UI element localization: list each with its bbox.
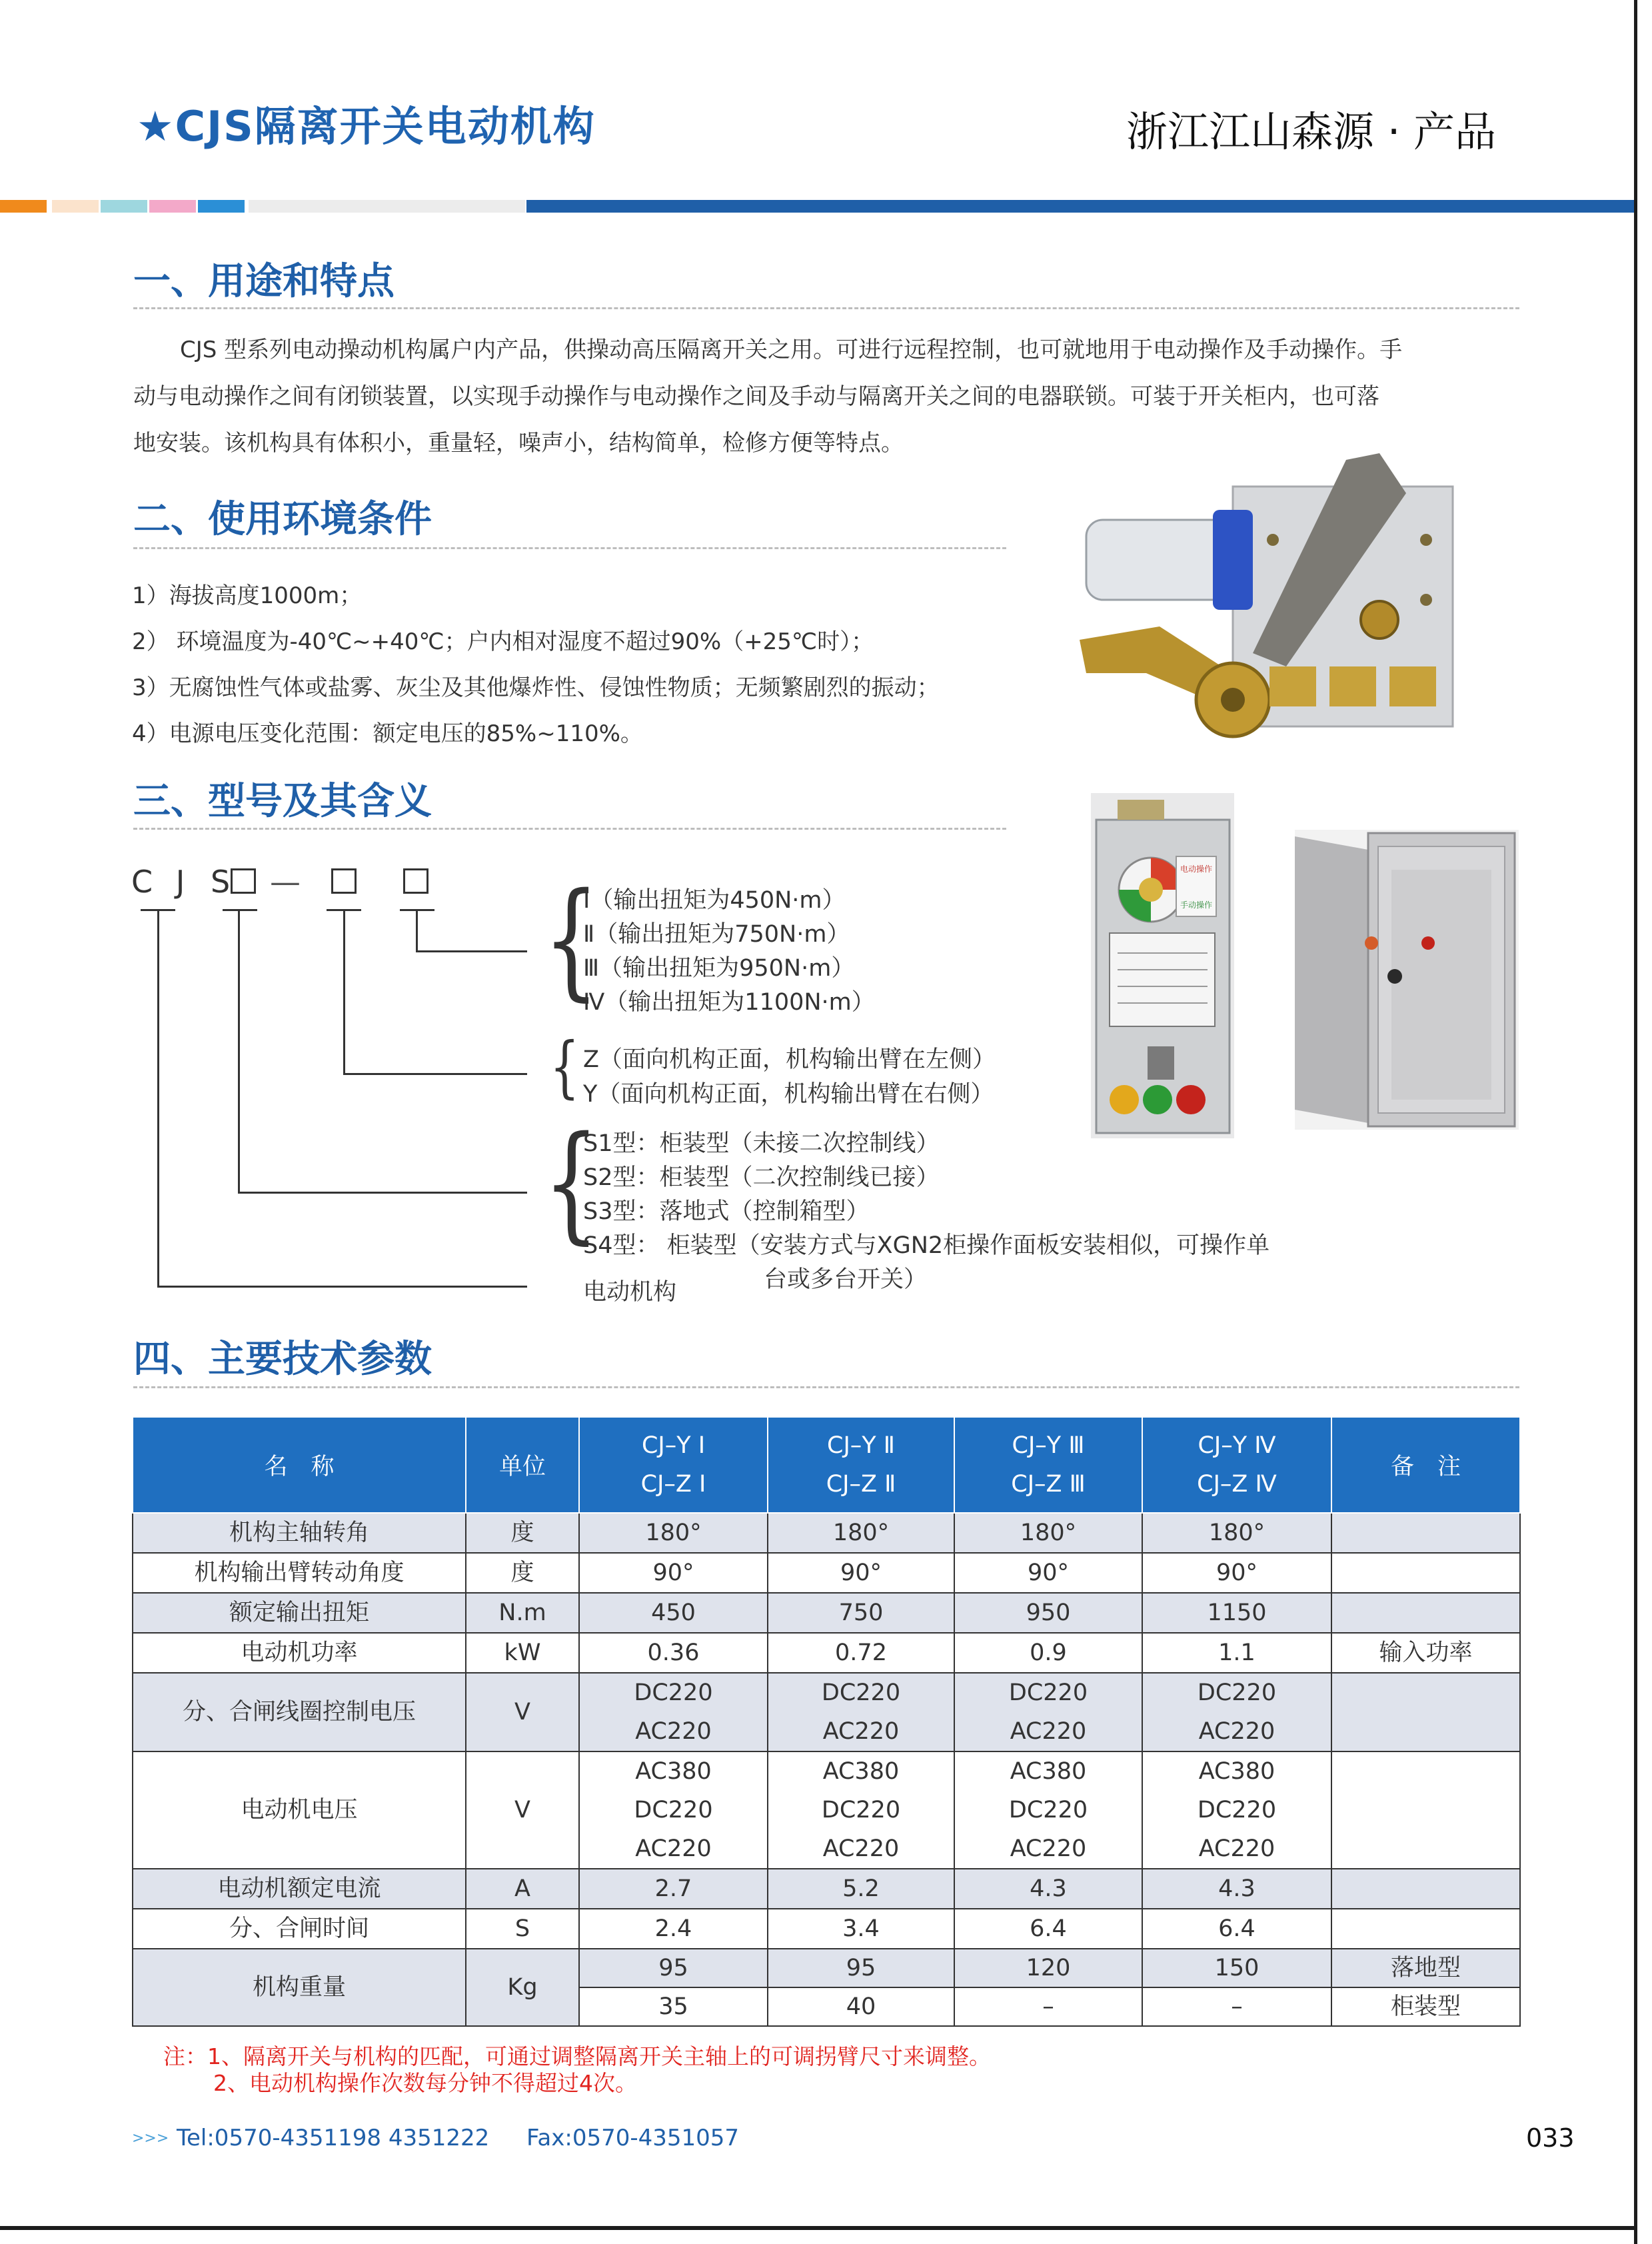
connector-line (238, 909, 240, 1194)
install-option-s1: S1型：柜装型（未接二次控制线） (583, 1130, 940, 1157)
row-value-cell (768, 1869, 954, 1909)
section-title-specs: 四、主要技术参数 (133, 1338, 432, 1381)
row-remark-cell (1331, 1553, 1520, 1593)
header-model-4: CJ–Y Ⅳ CJ–Z Ⅳ (1142, 1417, 1331, 1513)
row-value-cell: 120 (954, 1949, 1142, 1987)
cell-value: 6.4 (1030, 1915, 1067, 1942)
section-divider (133, 828, 1006, 830)
cell-value: DC220 (634, 1797, 713, 1823)
header-unit: 单位 (466, 1417, 579, 1513)
install-option-s3: S3型：落地式（控制箱型） (583, 1198, 870, 1225)
row-remark-cell: 柜装型 (1331, 1987, 1520, 2026)
row-name-cell: 电动机电压 (133, 1751, 466, 1869)
brace-direction: { (550, 1028, 580, 1106)
row-unit-cell: V (466, 1673, 579, 1751)
row-value-cell (1142, 1553, 1331, 1593)
header-remark: 备 注 (1331, 1417, 1520, 1513)
row-name-cell: 机构输出臂转动角度 (133, 1553, 466, 1593)
row-value-cell (954, 1553, 1142, 1593)
section-divider (133, 547, 1006, 549)
torque-option-2: Ⅱ（输出扭矩为750N·m） (583, 921, 850, 948)
header-model-3: CJ–Y Ⅲ CJ–Z Ⅲ (954, 1417, 1142, 1513)
table-row (133, 1949, 1520, 1987)
note-2: 2、电动机构操作次数每分钟不得超过4次。 (213, 2070, 637, 2096)
cell-value: 0.9 (1030, 1640, 1067, 1666)
install-option-s4: S4型： 柜装型（安装方式与XGN2柜操作面板安装相似，可操作单 (583, 1232, 1270, 1259)
row-value-cell (579, 1633, 768, 1673)
install-option-s4-cont: 台或多台开关） (764, 1266, 928, 1293)
cell-value: 950 (1026, 1600, 1071, 1626)
cell-value: AC380 (1010, 1758, 1087, 1785)
env-item-2: 2） 环境温度为-40℃~+40℃；户内相对湿度不超过90%（+25℃时）； (132, 628, 874, 655)
row-value-cell (954, 1751, 1142, 1869)
panel-label-manual: 手动操作 (1180, 900, 1213, 910)
connector-line (157, 909, 159, 1288)
env-item-1: 1）海拔高度1000m； (132, 582, 363, 609)
cell-value: 750 (838, 1600, 884, 1626)
cell-value: DC220 (1008, 1680, 1088, 1706)
row-value-cell: – (954, 1987, 1142, 2026)
header-stripe-peach (52, 200, 99, 213)
row-name-cell: 机构主轴转角 (133, 1513, 466, 1553)
row-value-cell (579, 1513, 768, 1553)
product-photo-cabinet (1295, 830, 1519, 1130)
cell-value: AC220 (1198, 1718, 1275, 1745)
cell-value: DC220 (1197, 1797, 1277, 1823)
row-value-cell (1142, 1909, 1331, 1949)
row-remark-cell: 输入功率 (1331, 1633, 1520, 1673)
table-row (133, 1869, 1520, 1909)
connector-line (416, 950, 527, 952)
cell-value: AC220 (1010, 1718, 1087, 1745)
mechanism-label: 电动机构 (583, 1279, 677, 1306)
cell-value: AC380 (822, 1758, 900, 1785)
table-row (133, 1751, 1520, 1869)
cell-value: DC220 (1008, 1797, 1088, 1823)
cell-value: AC380 (635, 1758, 712, 1785)
row-value-cell (768, 1909, 954, 1949)
header-stripe-orange (0, 200, 47, 213)
cell-value: 180° (832, 1520, 890, 1546)
row-remark-cell (1331, 1751, 1520, 1869)
row-unit-cell: A (466, 1869, 579, 1909)
connector-line (238, 1192, 527, 1194)
row-value-cell: 40 (768, 1987, 954, 2026)
row-name-cell: 机构重量 (133, 1949, 466, 2026)
cell-value: DC220 (1197, 1680, 1277, 1706)
row-name-cell: 电动机功率 (133, 1633, 466, 1673)
cell-value: 5.2 (842, 1875, 880, 1902)
panel-label-electric: 电动操作 (1180, 864, 1213, 874)
direction-option-z: Z（面向机构正面，机构输出臂在左侧） (583, 1046, 996, 1073)
cell-value: 180° (645, 1520, 702, 1546)
row-name-cell: 分、合闸时间 (133, 1909, 466, 1949)
brace-install: { (543, 1109, 600, 1256)
row-value-cell (768, 1751, 954, 1869)
cell-value: 1.1 (1218, 1640, 1255, 1666)
cell-value: 180° (1020, 1520, 1077, 1546)
row-value-cell (1142, 1869, 1331, 1909)
row-value-cell (1142, 1751, 1331, 1869)
env-item-4: 4）电源电压变化范围：额定电压的85%~110%。 (132, 720, 643, 747)
row-unit-cell: S (466, 1909, 579, 1949)
row-value-cell (954, 1869, 1142, 1909)
row-unit-cell: kW (466, 1633, 579, 1673)
connector-line (157, 1286, 527, 1288)
cell-value: AC220 (1198, 1835, 1275, 1862)
header-stripe-pink (149, 200, 196, 213)
row-value-cell: 35 (579, 1987, 768, 2026)
cell-value: AC220 (635, 1835, 712, 1862)
usage-line-3: 地安装。该机构具有体积小，重量轻，噪声小，结构简单，检修方便等特点。 (133, 430, 904, 457)
cell-value: AC220 (822, 1718, 900, 1745)
header-name: 名 称 (133, 1417, 466, 1513)
row-remark-cell (1331, 1513, 1520, 1553)
cell-value: 450 (651, 1600, 696, 1626)
section-divider (133, 1386, 1519, 1388)
row-value-cell: 95 (768, 1949, 954, 1987)
row-name-cell: 电动机额定电流 (133, 1869, 466, 1909)
cell-value: 0.72 (835, 1640, 887, 1666)
cell-value: 4.3 (1218, 1875, 1255, 1902)
row-unit-cell: 度 (466, 1553, 579, 1593)
cell-value: DC220 (634, 1680, 713, 1706)
row-value-cell (1142, 1673, 1331, 1751)
row-value-cell (954, 1673, 1142, 1751)
table-row (133, 1513, 1520, 1553)
cell-value: 90° (652, 1560, 694, 1586)
model-code-cj: C J (131, 864, 192, 900)
connector-line (343, 1073, 527, 1075)
connector-line (416, 909, 418, 952)
row-remark-cell (1331, 1869, 1520, 1909)
row-unit-cell: Kg (466, 1949, 579, 2026)
page-border-bottom (0, 2226, 1637, 2230)
row-remark-cell (1331, 1909, 1520, 1949)
connector-line (223, 909, 257, 911)
row-value-cell (579, 1673, 768, 1751)
cell-value: AC220 (822, 1835, 900, 1862)
page-title: ★CJS隔离开关电动机构 (137, 102, 596, 151)
row-value-cell: 95 (579, 1949, 768, 1987)
cell-value: 90° (840, 1560, 882, 1586)
row-remark-cell: 落地型 (1331, 1949, 1520, 1987)
table-header-row (133, 1417, 1520, 1513)
section-divider (133, 307, 1519, 309)
env-item-3: 3）无腐蚀性气体或盐雾、灰尘及其他爆炸性、侵蚀性物质；无频繁剧烈的振动； (132, 674, 940, 701)
cell-value: DC220 (821, 1680, 901, 1706)
row-value-cell (768, 1673, 954, 1751)
row-value-cell (954, 1593, 1142, 1633)
cell-value: AC220 (1010, 1835, 1087, 1862)
cell-value: 2.7 (654, 1875, 692, 1902)
row-unit-cell: N.m (466, 1593, 579, 1633)
row-remark-cell (1331, 1673, 1520, 1751)
row-value-cell (579, 1751, 768, 1869)
cell-value: 90° (1027, 1560, 1070, 1586)
cell-value: 4.3 (1030, 1875, 1067, 1902)
section-title-environment: 二、使用环境条件 (133, 498, 432, 541)
spec-table (132, 1416, 1521, 2027)
row-value-cell (1142, 1633, 1331, 1673)
row-value-cell (579, 1553, 768, 1593)
page-number: 033 (1526, 2123, 1575, 2153)
row-value-cell (954, 1909, 1142, 1949)
header-stripe-gray (249, 200, 525, 213)
row-value-cell (1142, 1593, 1331, 1633)
model-code-box-install (231, 868, 256, 894)
cell-value: 1150 (1207, 1600, 1267, 1626)
table-row (133, 1673, 1520, 1751)
install-option-s2: S2型：柜装型（二次控制线已接） (583, 1164, 940, 1191)
cell-value: 180° (1208, 1520, 1265, 1546)
footer-fax: Fax:0570-4351057 (526, 2125, 740, 2151)
row-value-cell (1142, 1513, 1331, 1553)
row-value-cell (954, 1633, 1142, 1673)
row-value-cell (579, 1593, 768, 1633)
product-photo-mechanism (1066, 440, 1466, 746)
brace-torque: { (543, 866, 600, 1013)
row-value-cell (768, 1593, 954, 1633)
page-border-right (1634, 0, 1637, 2244)
table-row (133, 1553, 1520, 1593)
header-model-1: CJ–Y Ⅰ CJ–Z Ⅰ (579, 1417, 768, 1513)
usage-line-2: 动与电动操作之间有闭锁装置，以实现手动操作与电动操作之间及手动与隔离开关之间的电器联锁。可装于开关柜内，也可落 (133, 383, 1379, 410)
cell-value: 2.4 (654, 1915, 692, 1942)
connector-line (343, 909, 345, 1075)
row-unit-cell: V (466, 1751, 579, 1869)
product-photo-control-box (1091, 793, 1234, 1138)
row-name-cell: 分、合闸线圈控制电压 (133, 1673, 466, 1751)
cell-value: DC220 (821, 1797, 901, 1823)
cell-value: 0.36 (647, 1640, 700, 1666)
table-row (133, 1909, 1520, 1949)
cell-value: 90° (1216, 1560, 1258, 1586)
cell-value: AC220 (635, 1718, 712, 1745)
torque-option-3: Ⅲ（输出扭矩为950N·m） (583, 955, 855, 982)
section-title-model: 三、型号及其含义 (133, 780, 432, 823)
row-value-cell (768, 1513, 954, 1553)
cell-value: 6.4 (1218, 1915, 1255, 1942)
footer-arrow-icon: >>> (132, 2130, 169, 2147)
section-title-usage: 一、用途和特点 (133, 260, 395, 303)
row-name-cell: 额定输出扭矩 (133, 1593, 466, 1633)
header-model-2: CJ–Y Ⅱ CJ–Z Ⅱ (768, 1417, 954, 1513)
header-stripe-teal (101, 200, 147, 213)
torque-option-4: Ⅳ（输出扭矩为1100N·m） (583, 989, 875, 1016)
cell-value: AC380 (1198, 1758, 1275, 1785)
row-value-cell: 150 (1142, 1949, 1331, 1987)
cell-value: 3.4 (842, 1915, 880, 1942)
torque-option-1: Ⅰ（输出扭矩为450N·m） (583, 887, 846, 914)
row-value-cell (579, 1869, 768, 1909)
row-value-cell (768, 1633, 954, 1673)
table-row (133, 1633, 1520, 1673)
model-code-box-torque (403, 868, 428, 894)
table-row (133, 1593, 1520, 1633)
row-remark-cell (1331, 1593, 1520, 1633)
row-value-cell (579, 1909, 768, 1949)
model-code-s: S (211, 864, 231, 900)
model-code-box-direction (331, 868, 357, 894)
direction-option-y: Y（面向机构正面，机构输出臂在右侧） (583, 1081, 994, 1108)
brand-name: 浙江江山森源 · 产品 (1126, 107, 1497, 156)
usage-line-1: CJS 型系列电动操动机构属户内产品，供操动高压隔离开关之用。可进行远程控制，也可就地用于电动操作及手动操作。手 (180, 337, 1403, 363)
footer-tel: Tel:0570-4351198 4351222 (177, 2125, 490, 2151)
row-value-cell (768, 1553, 954, 1593)
row-value-cell: – (1142, 1987, 1331, 2026)
header-stripe-navy (526, 200, 1634, 213)
row-value-cell (954, 1513, 1142, 1553)
note-1: 注：1、隔离开关与机构的匹配，可通过调整隔离开关主轴上的可调拐臂尺寸来调整。 (163, 2043, 991, 2069)
row-unit-cell: 度 (466, 1513, 579, 1553)
header-stripe-blue (198, 200, 245, 213)
model-code-dash: — (270, 864, 301, 900)
